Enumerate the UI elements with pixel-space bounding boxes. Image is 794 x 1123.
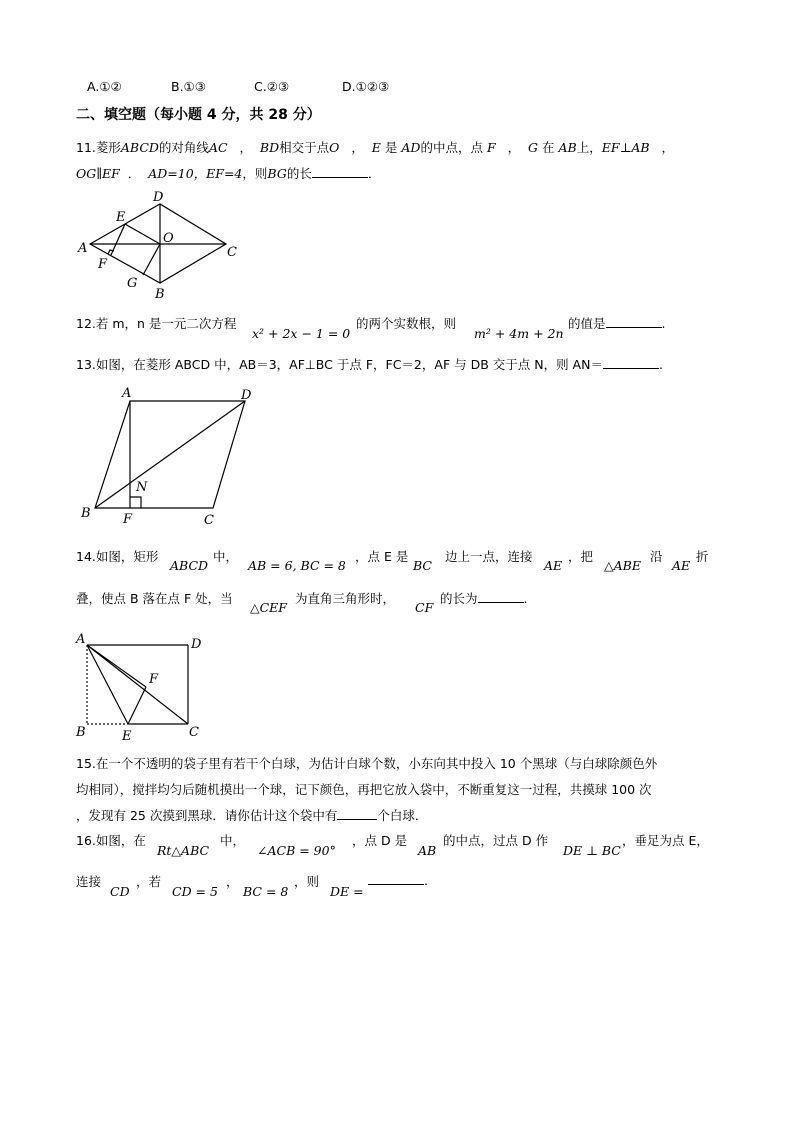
- q11-label-d: D: [153, 190, 164, 205]
- q13-label-n: N: [136, 480, 148, 495]
- option-d: D.①②③: [342, 79, 390, 94]
- q14-label-e: E: [122, 729, 132, 744]
- q12-text3: 的值是 .: [568, 316, 666, 331]
- q14-math-bc: BC: [413, 558, 432, 573]
- q13-text: 13.如图，在菱形 ABCD 中，AB＝3，AF⊥BC 于点 F，FC＝2，AF 与 DB 交于点 N，则 AN＝ .: [76, 357, 663, 372]
- q14-text2: 中，: [213, 549, 239, 564]
- q16-text3: ，点 D 是: [352, 833, 408, 848]
- q11-line2: OG∥EF ． AD=10，EF=4，则BG的长 ．: [76, 166, 381, 181]
- q11-label-c: C: [227, 245, 237, 260]
- q16-math-bc8: BC = 8: [243, 884, 289, 899]
- q13-label-c: C: [204, 513, 214, 528]
- q12-text1: 12.若 m，n 是一元二次方程: [76, 316, 237, 331]
- q14-text7: 折: [696, 549, 709, 564]
- q16-text4: 的中点，过点 D 作: [443, 833, 549, 848]
- q14-text4: 边上一点，连接: [445, 549, 533, 564]
- q16-text8: ，: [226, 874, 239, 889]
- q14-text3: ，点 E 是: [355, 549, 409, 564]
- q11-label-b: B: [155, 287, 165, 302]
- q14-math-cf: CF: [415, 600, 434, 615]
- q14-label-b: B: [76, 725, 86, 740]
- q12-expression: m² + 4m + 2n: [474, 326, 564, 341]
- q13-label-f: F: [123, 512, 133, 527]
- q15-line3: ，发现有 25 次摸到黑球．请你估计这个袋中有 个白球．: [76, 808, 428, 823]
- q14-math-abe: △ABE: [604, 558, 641, 573]
- q16-text2: 中，: [220, 833, 246, 848]
- q14-label-a: A: [76, 632, 86, 647]
- q11-label-o: O: [163, 231, 174, 246]
- q16-math-cd5: CD = 5: [172, 884, 218, 899]
- q14-text5: ，把: [568, 549, 594, 564]
- q14-text9: 为直角三角形时，: [295, 591, 396, 606]
- q14-math-cef: △CEF: [250, 600, 287, 615]
- q16-answer: .: [368, 872, 428, 888]
- q13-label-b: B: [81, 506, 91, 521]
- q13-label-a: A: [122, 386, 132, 401]
- q11-line1: 11.菱形ABCD的对角线AC ， BD相交于点O ， E 是 AD的中点，点 F ， G 在 AB上，EF⊥AB ，: [76, 140, 674, 155]
- q16-text7: ，若: [136, 874, 162, 889]
- q16-math-de-bc: DE ⊥ BC: [563, 843, 621, 858]
- option-c: C.②③: [254, 79, 290, 94]
- q11-label-f: F: [98, 257, 108, 272]
- q11-label-g: G: [127, 276, 138, 291]
- q14-label-d: D: [191, 637, 202, 652]
- q16-text6: 连接: [76, 874, 102, 889]
- q14-label-c: C: [189, 725, 199, 740]
- q14-text10: 的长为 .: [440, 591, 528, 606]
- q16-text5: ，垂足为点 E，: [622, 833, 709, 848]
- q16-math-angle: ∠ACB = 90°: [257, 843, 336, 858]
- q14-math-sides: AB = 6, BC = 8: [248, 558, 346, 573]
- q15-line1: 15.在一个不透明的袋子里有若干个白球，为估计白球个数，小东向其中投入 10 个黑球（与白球除颜色外: [76, 756, 658, 771]
- option-b: B.①③: [171, 79, 206, 94]
- q16-math-cd: CD: [110, 884, 130, 899]
- q14-math-ae: AE: [544, 558, 563, 573]
- q16-math-rt: Rt△ABC: [157, 843, 210, 858]
- q14-text8: 叠，使点 B 落在点 F 处，当: [76, 591, 233, 606]
- q14-math-ae2: AE: [672, 558, 691, 573]
- q12-equation: x² + 2x − 1 = 0: [252, 326, 351, 341]
- q16-math-de: DE =: [330, 884, 364, 899]
- q16-text1: 16.如图，在: [76, 833, 146, 848]
- section-title: 二、填空题（每小题 4 分，共 28 分）: [76, 107, 321, 123]
- q16-text9: ，则: [294, 874, 320, 889]
- q11-label-e: E: [116, 210, 126, 225]
- q12-text2: 的两个实数根，则: [356, 316, 457, 331]
- q14-math-abcd: ABCD: [170, 558, 209, 573]
- q14-text1: 14.如图，矩形: [76, 549, 159, 564]
- q16-math-ab: AB: [418, 843, 437, 858]
- q15-line2: 均相同），搅拌均匀后随机摸出一个球，记下颜色，再把它放入袋中，不断重复这一过程，共摸球 100 次: [76, 782, 652, 797]
- q14-text6: 沿: [650, 549, 663, 564]
- option-a: A.①②: [87, 79, 122, 94]
- q14-label-f: F: [149, 672, 159, 687]
- q15-answer-blank[interactable]: [337, 807, 377, 820]
- q16-answer-blank[interactable]: [368, 872, 424, 885]
- q13-label-d: D: [241, 388, 252, 403]
- q11-label-a: A: [78, 241, 88, 256]
